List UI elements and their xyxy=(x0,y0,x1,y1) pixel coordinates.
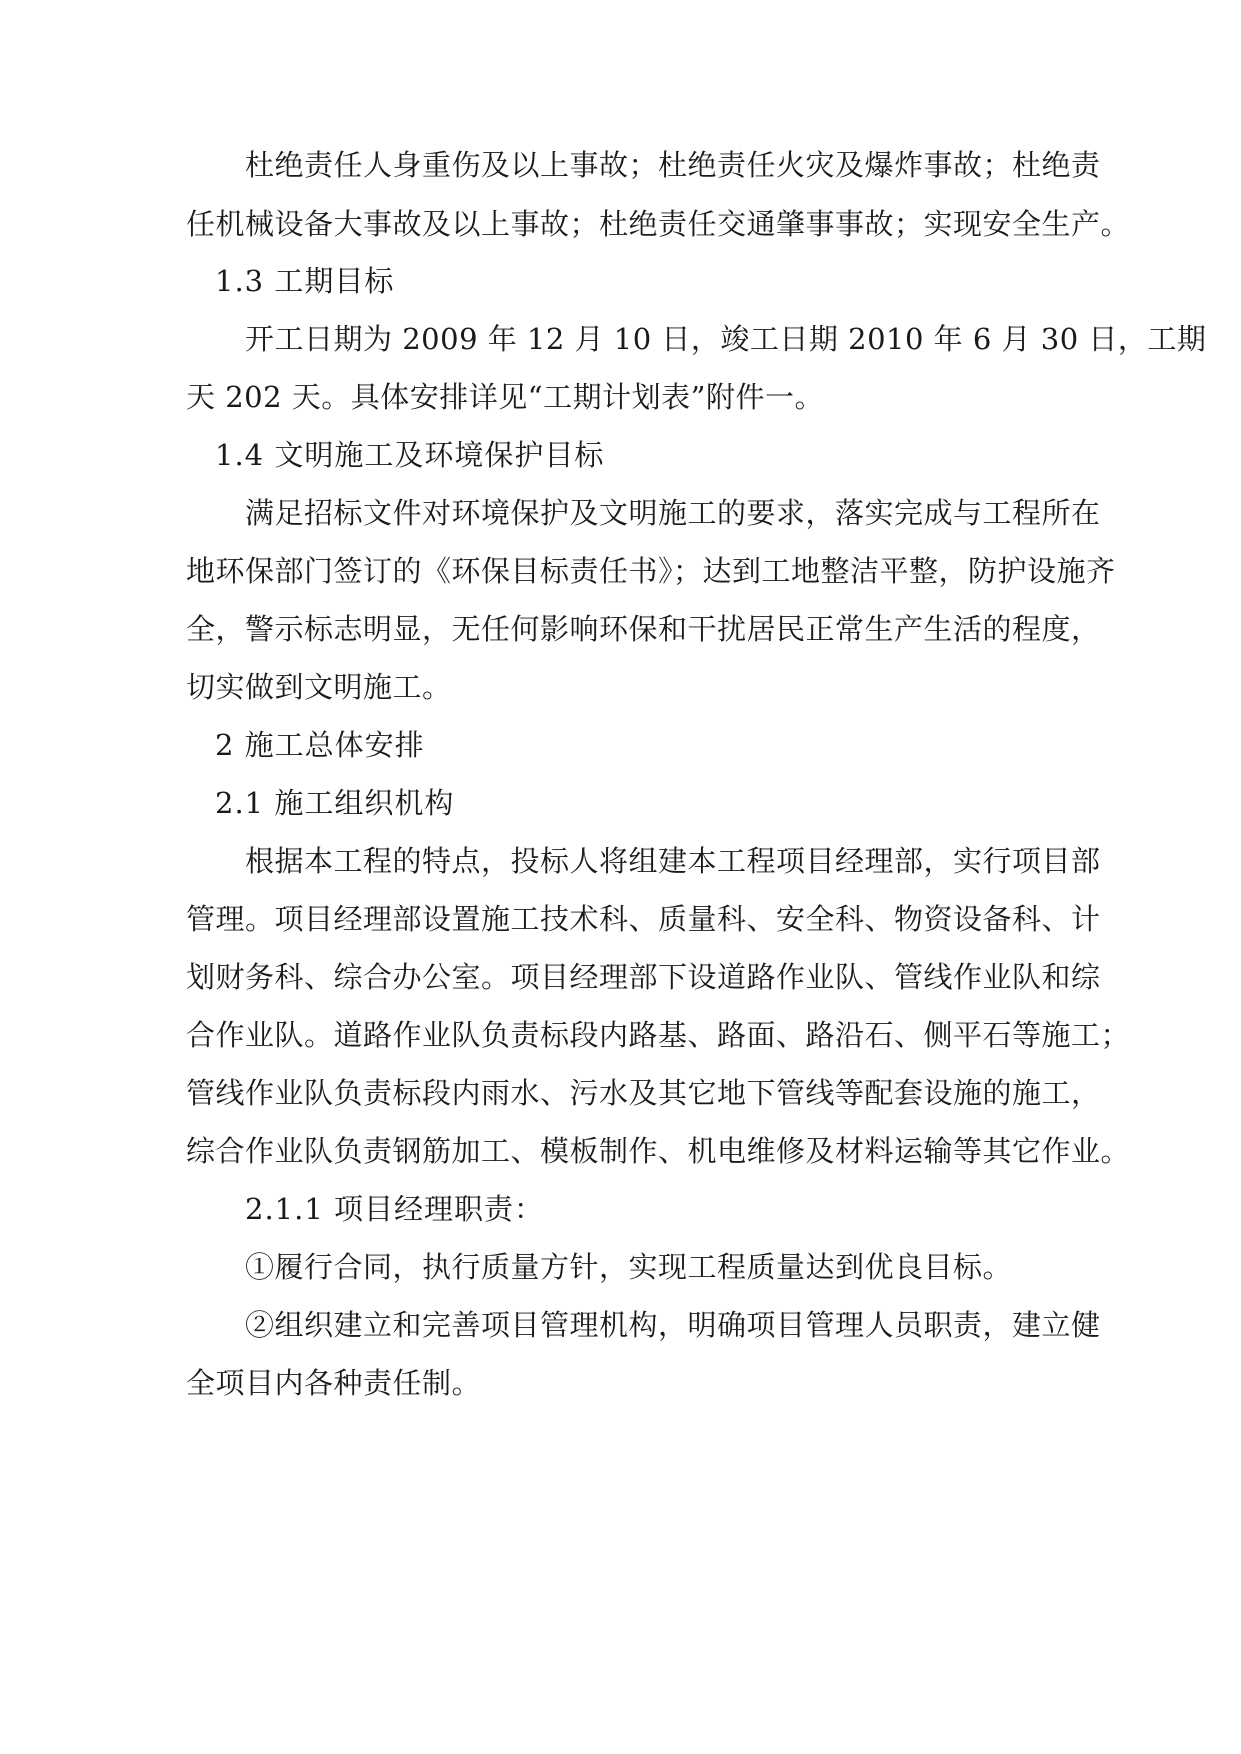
list-item: ①履行合同，执行质量方针，实现工程质量达到优良目标。 xyxy=(245,1250,1013,1284)
paragraph-line: 全，警示标志明显，无任何影响环保和干扰居民正常生产生活的程度， xyxy=(186,612,1101,646)
paragraph-line: 天 202 天。具体安排详见“工期计划表”附件一。 xyxy=(186,380,824,414)
paragraph-line: 管线作业队负责标段内雨水、污水及其它地下管线等配套设施的施工， xyxy=(186,1076,1101,1110)
section-heading-1-3: 1.3 工期目标 xyxy=(215,264,395,298)
list-item: ②组织建立和完善项目管理机构，明确项目管理人员职责，建立健 xyxy=(245,1308,1101,1342)
paragraph-line: 切实做到文明施工。 xyxy=(186,670,452,704)
paragraph-line: 综合作业队负责钢筋加工、模板制作、机电维修及材料运输等其它作业。 xyxy=(186,1134,1131,1168)
paragraph-line: 任机械设备大事故及以上事故；杜绝责任交通肇事事故；实现安全生产。 xyxy=(186,207,1131,241)
paragraph-line: 杜绝责任人身重伤及以上事故；杜绝责任火灾及爆炸事故；杜绝责 xyxy=(245,148,1101,182)
section-heading-1-4: 1.4 文明施工及环境保护目标 xyxy=(215,438,605,472)
paragraph-line: 划财务科、综合办公室。项目经理部下设道路作业队、管线作业队和综 xyxy=(186,960,1101,994)
paragraph-line: 全项目内各种责任制。 xyxy=(186,1366,482,1400)
paragraph-line: 管理。项目经理部设置施工技术科、质量科、安全科、物资设备科、计 xyxy=(186,902,1101,936)
paragraph-line: 地环保部门签订的《环保目标责任书》；达到工地整洁平整，防护设施齐 xyxy=(186,554,1116,588)
paragraph-line: 满足招标文件对环境保护及文明施工的要求，落实完成与工程所在 xyxy=(245,496,1101,530)
paragraph-line: 合作业队。道路作业队负责标段内路基、路面、路沿石、侧平石等施工； xyxy=(186,1018,1131,1052)
section-heading-2: 2 施工总体安排 xyxy=(215,728,425,762)
section-heading-2-1: 2.1 施工组织机构 xyxy=(215,786,455,820)
paragraph-line: 根据本工程的特点，投标人将组建本工程项目经理部，实行项目部 xyxy=(245,844,1101,878)
section-heading-2-1-1: 2.1.1 项目经理职责： xyxy=(245,1192,545,1226)
paragraph-line: 开工日期为 2009 年 12 月 10 日，竣工日期 2010 年 6 月 30 日，工期 xyxy=(245,322,1207,356)
